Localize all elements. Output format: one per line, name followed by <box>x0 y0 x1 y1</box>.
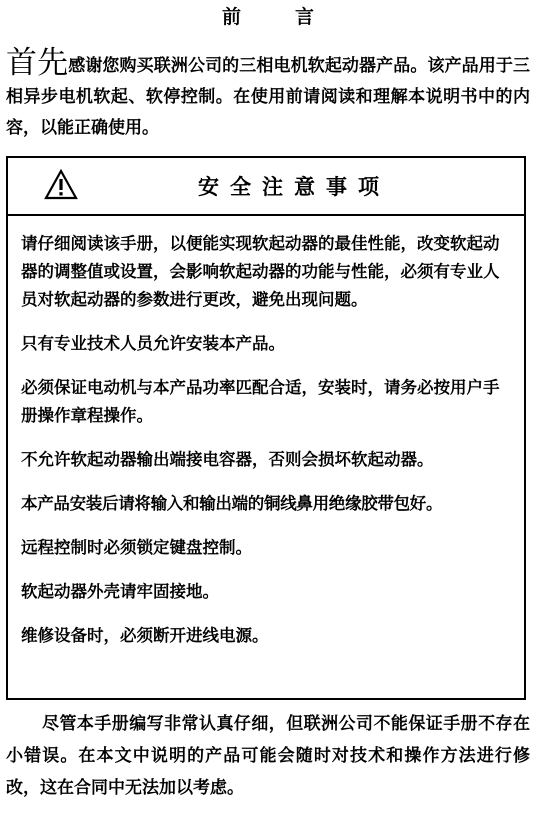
safety-item: 请仔细阅读该手册，以便能实现软起动器的最佳性能，改变软起动器的调整值或设置，会影响软起动器的功能与性能，必须有专业人员对软起动器的参数进行更改，避免出现问题。 <box>21 234 500 309</box>
safety-item: 远程控制时必须锁定键盘控制。 <box>21 538 252 557</box>
safety-item: 只有专业技术人员允许安装本产品。 <box>21 334 285 353</box>
warning-triangle-icon <box>44 169 78 201</box>
safety-title: 安全注意事项 <box>198 175 390 199</box>
page-title: 前言 <box>221 6 368 28</box>
intro-lead-word: 首先 <box>6 45 69 81</box>
safety-item: 必须保证电动机与本产品功率匹配合适，安装时，请务必按用户手册操作章程操作。 <box>21 378 500 425</box>
intro-text: 感谢您购买联洲公司的三相电机软起动器产品。该产品用于三相异步电机软起、软停控制。在使用前请阅读和理解本说明书中的内容，以能正确使用。 <box>6 56 531 138</box>
safety-notice-box <box>6 156 526 700</box>
safety-item: 本产品安装后请将输入和输出端的铜线鼻用绝缘胶带包好。 <box>21 494 443 513</box>
safety-item: 不允许软起动器输出端接电容器，否则会损坏软起动器。 <box>21 450 434 469</box>
intro-paragraph <box>6 45 531 144</box>
closing-paragraph: 尽管本手册编写非常认真仔细，但联洲公司不能保证手册不存在小错误。在本文中说明的产品可能会随时对技术和操作方法进行修改，这在合同中无法加以考虑。 <box>6 714 530 798</box>
safety-item: 软起动器外壳请牢固接地。 <box>21 582 219 601</box>
safety-header <box>8 158 524 216</box>
safety-list <box>21 230 514 666</box>
safety-item: 维修设备时，必须断开进线电源。 <box>21 626 269 645</box>
